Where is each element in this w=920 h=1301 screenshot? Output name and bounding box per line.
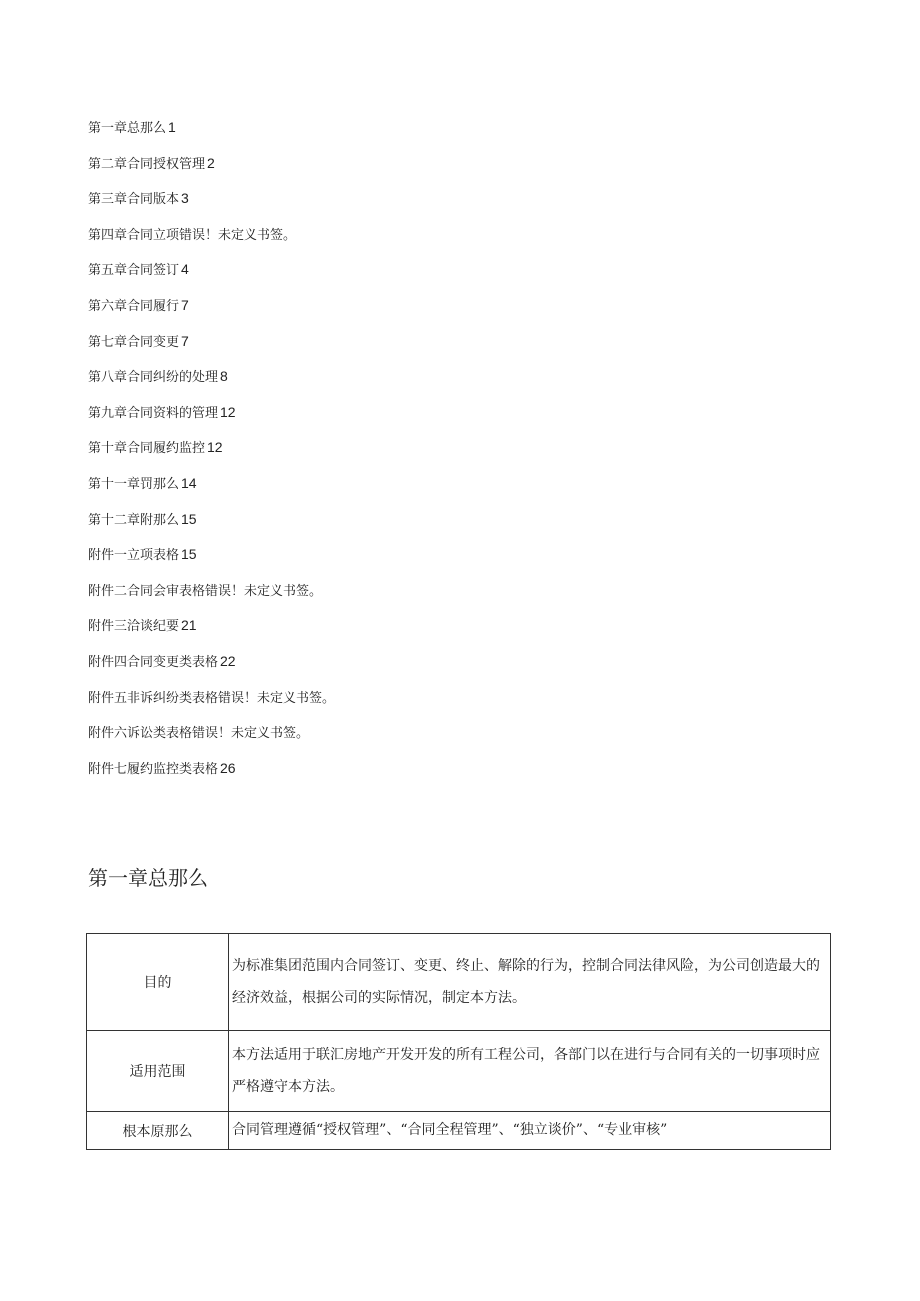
toc-entry-title: 附件一立项表格 — [88, 548, 180, 564]
toc-entry[interactable] — [88, 221, 688, 257]
row-label: 目的 — [87, 934, 229, 1031]
toc-entry-page: 4 — [181, 261, 189, 278]
toc-entry-title: 第二章合同授权管理 — [88, 156, 206, 172]
row-content: 本方法适用于联汇房地产开发开发的所有工程公司，各部门以在进行与合同有关的一切事项时应严格遵守本方法。 — [229, 1031, 831, 1112]
toc-entry[interactable] — [88, 577, 688, 613]
toc-entry-page: 2 — [207, 154, 215, 171]
toc-entry[interactable] — [88, 399, 688, 435]
toc-entry-page: 3 — [181, 190, 189, 207]
toc-entry-title: 第五章合同签订 — [88, 263, 180, 279]
toc-entry[interactable] — [88, 684, 688, 720]
toc-entry-title: 第四章合同立项错误！未定义书签。 — [88, 227, 297, 243]
toc-entry-title: 第七章合同变更 — [88, 334, 180, 350]
toc-entry-title: 附件五非诉纠纷类表格错误！未定义书签。 — [88, 690, 336, 706]
toc-entry-title: 附件七履约监控类表格 — [88, 761, 219, 777]
toc-entry[interactable] — [88, 328, 688, 364]
toc-entry-title: 第三章合同版本 — [88, 192, 180, 208]
toc-entry-title: 附件二合同会审表格错误！未定义书签。 — [88, 583, 323, 599]
toc-entry[interactable] — [88, 541, 688, 577]
toc-entry-page: 14 — [181, 474, 197, 491]
toc-entry-title: 第十一章罚那么 — [88, 476, 180, 492]
toc-entry-title: 附件六诉讼类表格错误！未定义书签。 — [88, 726, 310, 742]
toc-entry[interactable] — [88, 114, 688, 150]
toc-entry[interactable] — [88, 185, 688, 221]
row-label: 适用范围 — [87, 1031, 229, 1112]
principles-table — [86, 933, 831, 1150]
toc-entry[interactable] — [88, 470, 688, 506]
row-label: 根本原那么 — [87, 1112, 229, 1150]
toc-entry-page: 15 — [181, 510, 197, 527]
table-row — [87, 1031, 831, 1112]
toc-entry[interactable] — [88, 719, 688, 755]
toc-entry-title: 第十章合同履约监控 — [88, 441, 206, 457]
table-of-contents — [88, 114, 688, 790]
toc-entry-page: 8 — [220, 368, 228, 385]
toc-entry[interactable] — [88, 363, 688, 399]
toc-entry-page: 12 — [220, 403, 236, 420]
toc-entry[interactable] — [88, 256, 688, 292]
toc-entry-page: 26 — [220, 759, 236, 776]
toc-entry[interactable] — [88, 150, 688, 186]
toc-entry-page: 21 — [181, 617, 197, 634]
toc-entry-page: 1 — [168, 119, 176, 135]
toc-entry-page: 22 — [220, 652, 236, 669]
toc-entry[interactable] — [88, 434, 688, 470]
toc-entry-page: 15 — [181, 546, 197, 563]
chapter-heading: 第一章总那么 — [88, 866, 208, 890]
table-row — [87, 934, 831, 1031]
toc-entry[interactable] — [88, 612, 688, 648]
toc-entry-title: 第一章总那么 — [88, 121, 167, 136]
toc-entry-title: 第十二章附那么 — [88, 512, 180, 528]
row-content: 为标准集团范围内合同签订、变更、终止、解除的行为，控制合同法律风险，为公司创造最大的经济效益，根据公司的实际情况，制定本方法。 — [229, 934, 831, 1031]
toc-entry[interactable] — [88, 648, 688, 684]
toc-entry-title: 第八章合同纠纷的处理 — [88, 370, 219, 386]
toc-entry[interactable] — [88, 292, 688, 328]
toc-entry-title: 第六章合同履行 — [88, 298, 180, 314]
toc-entry-title: 附件四合同变更类表格 — [88, 654, 219, 670]
toc-entry-page: 7 — [181, 332, 189, 349]
toc-entry[interactable] — [88, 755, 688, 791]
toc-entry-title: 第九章合同资料的管理 — [88, 405, 219, 421]
toc-entry-page: 12 — [207, 439, 223, 456]
toc-entry[interactable] — [88, 506, 688, 542]
toc-entry-title: 附件三洽谈纪要 — [88, 619, 180, 635]
table-row — [87, 1112, 831, 1150]
row-content: 合同管理遵循“授权管理”、“合同全程管理”、“独立谈价”、“专业审核” — [229, 1112, 831, 1150]
toc-entry-page: 7 — [181, 296, 189, 313]
